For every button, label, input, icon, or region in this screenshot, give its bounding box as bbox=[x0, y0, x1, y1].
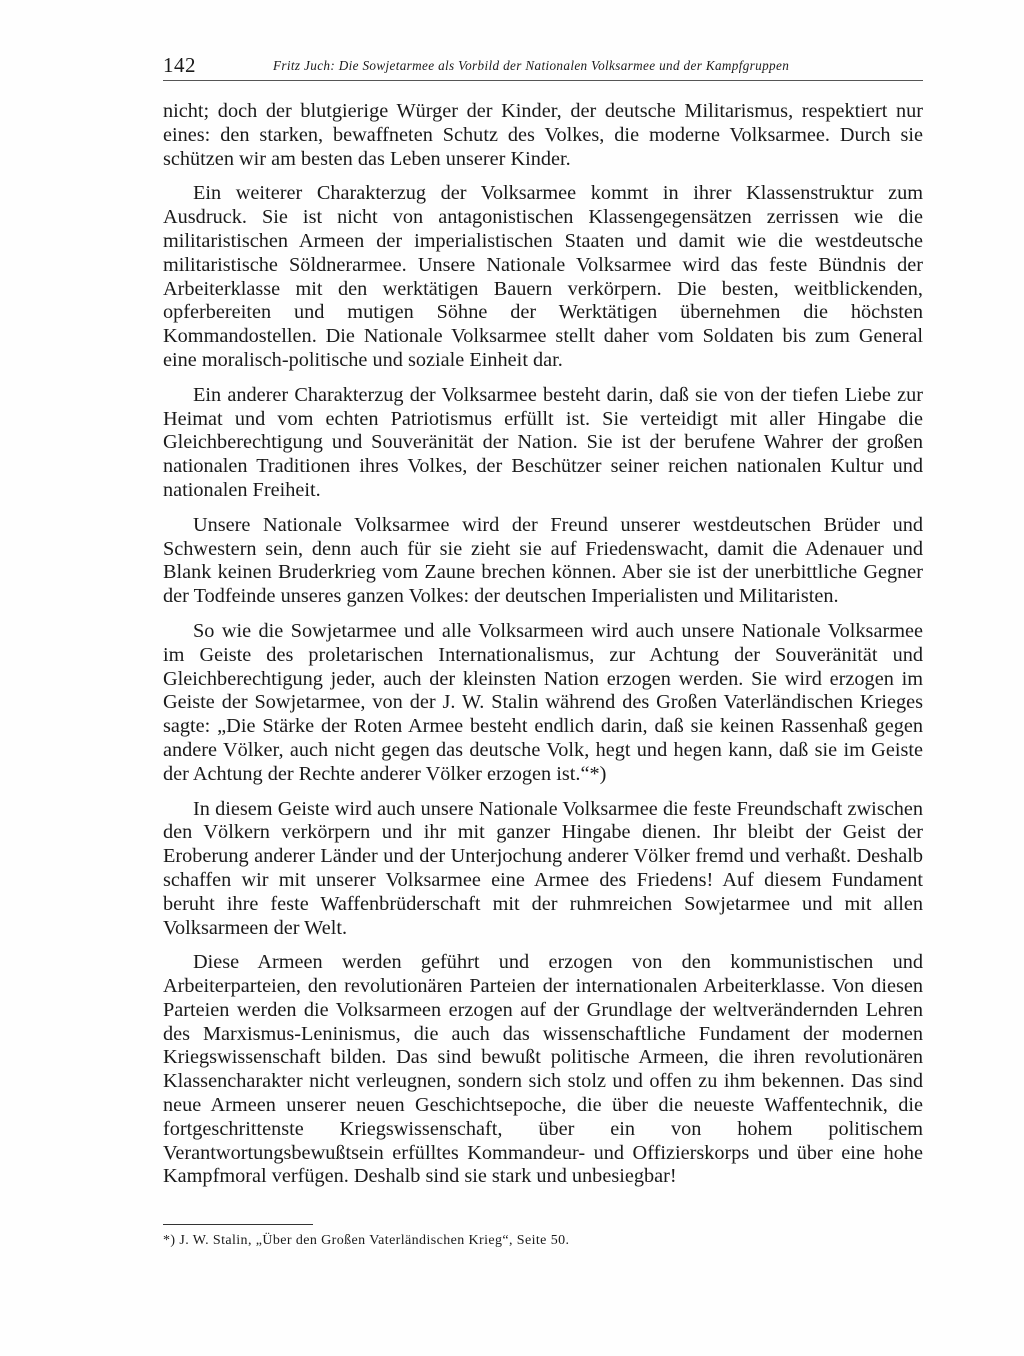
paragraph-6: In diesem Geiste wird auch unsere Nationale Volksarmee die feste Freundschaft zwischen den Völkern verkörpern und ihr mit ganzer Hingabe dienen. Ihr bleibt der Geist der Eroberung anderer Länder und der Unterjochung anderer Völker fremd und verhaßt. Deshalb schaffen wir mit unserer Volksarmee eine Armee des Friedens! Auf diesem Fundament beruht ihre feste Waffenbrüderschaft mit der ruhmreichen Sowjetarmee und mit allen Volksarmeen der Welt. bbox=[163, 797, 923, 939]
page-number: 142 bbox=[163, 53, 196, 77]
paragraph-4: Unsere Nationale Volksarmee wird der Freund unserer westdeutschen Brüder und Schwestern sein, denn auch für sie zieht sie auf Friedenswacht, damit die Adenauer und Blank keinen Bruderkrieg vom Zaune brechen können. Aber sie ist der unerbittliche Gegner der Todfeinde unseres ganzen Volkes: der deutschen Imperialisten und Militaristen. bbox=[163, 513, 923, 608]
header-rule bbox=[163, 80, 923, 81]
running-header bbox=[163, 50, 923, 80]
paragraph-7: Diese Armeen werden geführt und erzogen von den kommunistischen und Arbeiterparteien, den revolutionären Parteien der internationalen Arbeiterklasse. Von diesen Parteien werden die Volksarmeen erzogen auf der Grundlage der weltverändernden Lehren des Marxismus-Leninismus, die auch das wissenschaftliche Fundament der modernen Kriegswissenschaft bilden. Das sind bewußt politische Armeen, die ihren revolutionären Klassencharakter nicht verleugnen, sondern sich stolz und offen zu ihm bekennen. Das sind neue Armeen unserer neuen Geschichtsepoche, die über die neueste Waffentechnik, die fortgeschrittenste Kriegswissenschaft, über ein von hohem politischem Verantwortungsbewußtsein erfülltes Kommandeur- und Offizierskorps und über eine hohe Kampfmoral verfügen. Deshalb sind sie stark und unbesiegbar! bbox=[163, 951, 923, 1188]
paragraph-5: So wie die Sowjetarmee und alle Volksarmeen wird auch unsere Nationale Volksarmee im Geiste des proletarischen Internationalismus, zur Achtung der Souveränität und Gleichberechtigung jeder, auch der kleinsten Nation erzogen werden. Sie wird erzogen im Geiste der Sowjetarmee, von der J. W. Stalin während des Großen Vaterländischen Krieges sagte: „Die Stärke der Roten Armee besteht endlich darin, daß sie keinen Rassenhaß gegen andere Völker, auch nicht gegen das deutsche Volk, hegt und hegen kann, daß sie im Geiste der Achtung der Rechte anderer Völker erzogen ist.“*) bbox=[163, 619, 923, 785]
running-title: Fritz Juch: Die Sowjetarmee als Vorbild der Nationalen Volksarmee und der Kampfgruppen bbox=[273, 58, 790, 73]
paragraph-1: nicht; doch der blutgierige Würger der Kinder, der deutsche Militarismus, respektiert nur eines: den starken, bewaffneten Schutz des Volkes, die moderne Volksarmee. Durch sie schützen wir am besten das Leben unserer Kinder. bbox=[163, 100, 923, 170]
footnote: *) J. W. Stalin, „Über den Großen Vaterländischen Krieg“, Seite 50. bbox=[163, 1233, 570, 1248]
footnote-rule bbox=[163, 1224, 313, 1225]
paragraph-2: Ein weiterer Charakterzug der Volksarmee kommt in ihrer Klassenstruktur zum Ausdruck. Sie ist nicht von antagonistischen Klassengegensätzen zerrissen wie die militaristischen Armeen der imperialistischen Staaten und damit wie die westdeutsche militaristische Söldnerarmee. Unsere Nationale Volksarmee wird das feste Bündnis der Arbeiterklasse mit den werktätigen Bauern verkörpern. Die besten, weitblickenden, opferbereiten und mutigen Söhne der Werktätigen übernehmen die höchsten Kommandostellen. Die Nationale Volksarmee stellt daher vom Soldaten bis zum General eine moralisch-politische und soziale Einheit dar. bbox=[163, 182, 923, 371]
paragraph-3: Ein anderer Charakterzug der Volksarmee besteht darin, daß sie von der tiefen Liebe zur Heimat und vom echten Patriotismus erfüllt ist. Sie verteidigt mit aller Hingabe die Gleichberechtigung und Souveränität der Nation. Sie ist der berufene Wahrer der großen nationalen Traditionen ihres Volkes, der Beschützer seiner reichen nationalen Kultur und nationalen Freiheit. bbox=[163, 383, 923, 501]
body-text bbox=[163, 100, 923, 1200]
